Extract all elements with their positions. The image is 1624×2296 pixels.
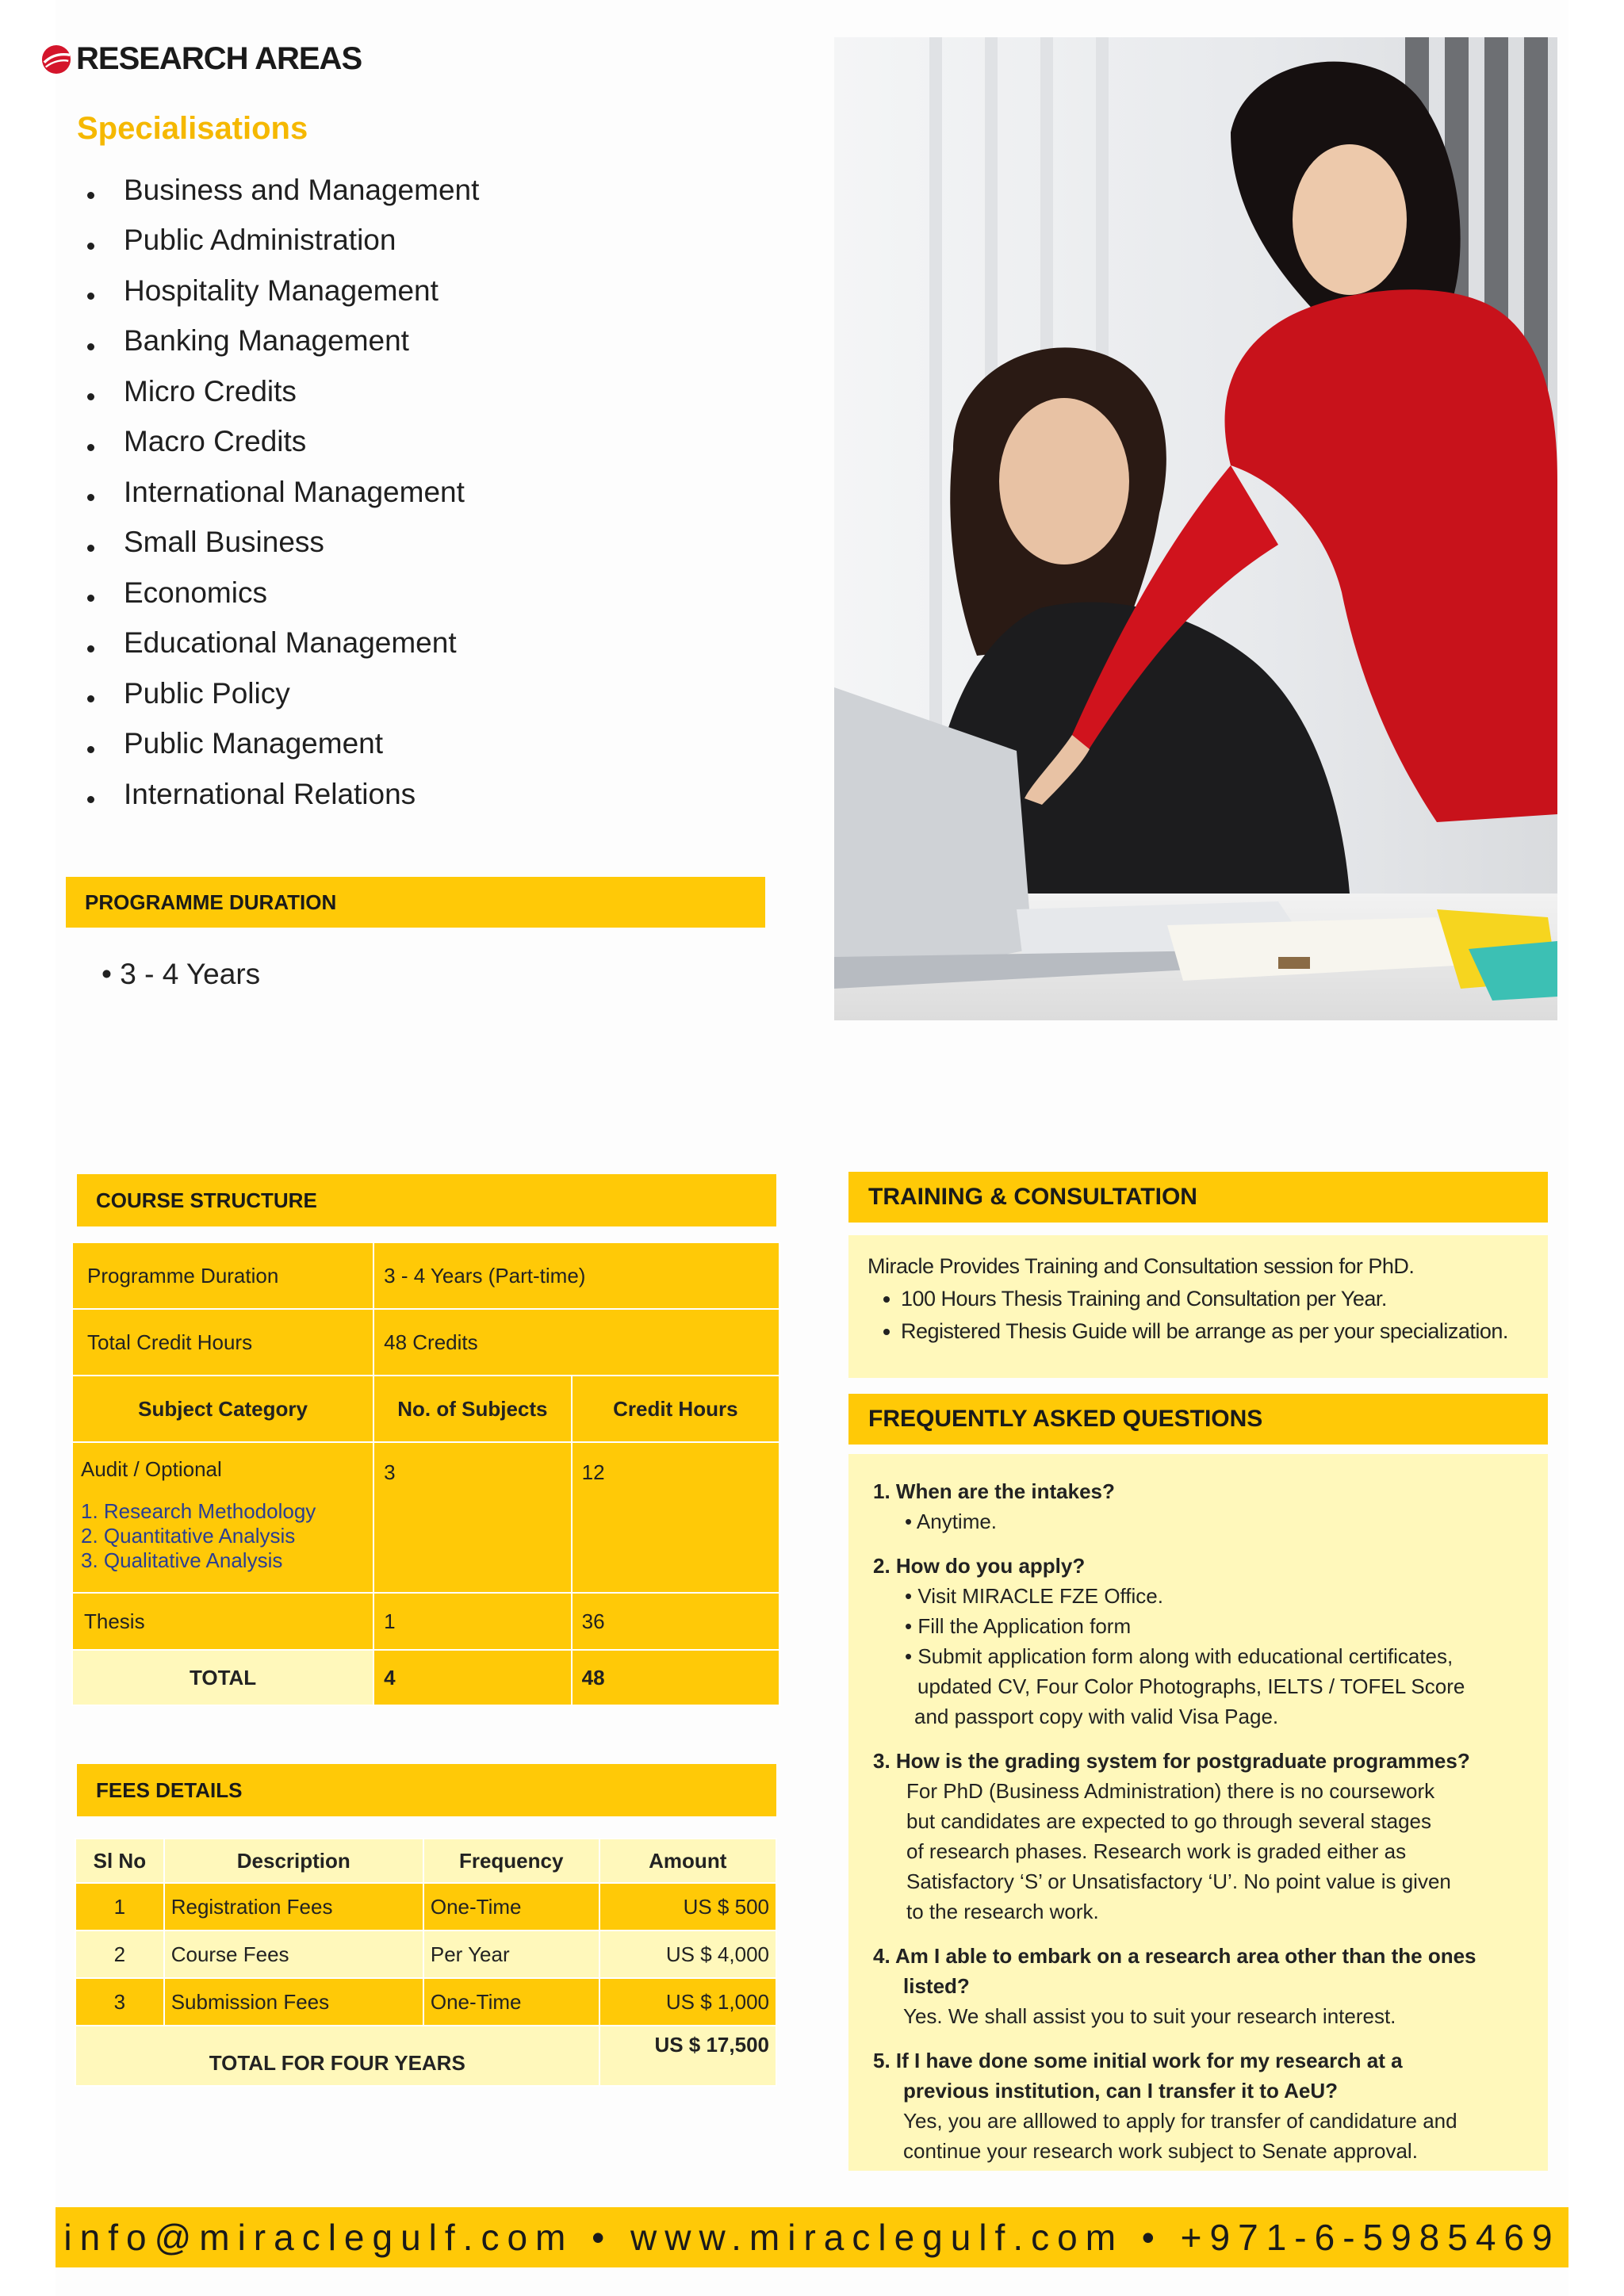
table-cell: 3 [75, 1978, 164, 2026]
faq-header: FREQUENTLY ASKED QUESTIONS [848, 1394, 1548, 1445]
list-item: Registered Thesis Guide will be arrange as per your specialization. [883, 1319, 1548, 1344]
faq-answer: • Anytime. [905, 1510, 998, 1533]
training-box [848, 1235, 1548, 1378]
list-item: 3. Qualitative Analysis [81, 1548, 283, 1572]
fees-table [75, 1838, 777, 2087]
table-cell: 48 [572, 1650, 779, 1705]
list-item: Hospitality Management [87, 266, 479, 316]
list-item: Business and Management [87, 165, 479, 216]
faq-answer: updated CV, Four Color Photographs, IELTS / TOFEL Score [917, 1674, 1465, 1698]
faq-answer: Satisfactory ‘S’ or Unsatisfactory ‘U’. No point value is given [906, 1869, 1451, 1893]
faq-question: 5. If I have done some initial work for my research at a [873, 2049, 1403, 2072]
table-total-row [75, 2026, 776, 2086]
table-cell: 36 [572, 1593, 779, 1650]
table-cell: TOTAL [72, 1650, 373, 1705]
table-cell: One-Time [423, 1883, 599, 1931]
table-cell: One-Time [423, 1978, 599, 2026]
table-cell: 1 [373, 1593, 572, 1650]
list-item: 1. Research Methodology [81, 1499, 316, 1523]
table-total-row [72, 1650, 779, 1705]
faq-item [873, 1551, 1524, 1732]
table-cell: Programme Duration [72, 1242, 373, 1309]
audit-subjects [81, 1499, 363, 1573]
fees-details-header: FEES DETAILS [77, 1764, 776, 1816]
column-header: Credit Hours [572, 1376, 779, 1442]
faq-question: listed? [903, 1974, 970, 1998]
table-cell: Registration Fees [164, 1883, 423, 1931]
table-row [72, 1442, 779, 1593]
table-cell: US $ 500 [599, 1883, 776, 1931]
audit-label: Audit / Optional [81, 1457, 222, 1481]
globe-logo-icon [41, 44, 71, 75]
column-header: Amount [599, 1839, 776, 1883]
faq-question: 3. How is the grading system for postgraduate programmes? [873, 1749, 1470, 1773]
table-cell: Thesis [72, 1593, 373, 1650]
faq-answer: • Submit application form along with educational certificates, [905, 1644, 1454, 1668]
list-item: International Relations [87, 769, 479, 820]
table-cell [72, 1442, 373, 1593]
column-header: No. of Subjects [373, 1376, 572, 1442]
list-item: Educational Management [87, 618, 479, 669]
table-header-row [72, 1376, 779, 1442]
table-cell: US $ 17,500 [599, 2026, 776, 2086]
list-item: Micro Credits [87, 366, 479, 417]
table-header-row [75, 1839, 776, 1883]
table-row [72, 1309, 779, 1376]
faq-box [848, 1454, 1548, 2171]
faq-answer: to the research work. [906, 1900, 1099, 1923]
faq-answer: and passport copy with valid Visa Page. [914, 1705, 1279, 1728]
table-cell: US $ 4,000 [599, 1931, 776, 1978]
faq-answer: Yes. We shall assist you to suit your research interest. [903, 2004, 1396, 2028]
table-cell: TOTAL FOR FOUR YEARS [75, 2026, 599, 2086]
table-cell: 3 - 4 Years (Part-time) [373, 1242, 779, 1309]
list-item: Economics [87, 568, 479, 618]
list-item: International Management [87, 467, 479, 518]
table-row [75, 1883, 776, 1931]
faq-question: previous institution, can I transfer it to AeU? [903, 2079, 1338, 2103]
faq-answer: • Visit MIRACLE FZE Office. [905, 1584, 1163, 1608]
header [41, 41, 362, 77]
table-cell: Submission Fees [164, 1978, 423, 2026]
list-item: 2. Quantitative Analysis [81, 1524, 296, 1548]
table-cell: 4 [373, 1650, 572, 1705]
faq-answer: continue your research work subject to Senate approval. [903, 2139, 1418, 2163]
list-item: Public Administration [87, 216, 479, 266]
table-row [75, 1978, 776, 2026]
faq-item [873, 1746, 1524, 1927]
training-intro: Miracle Provides Training and Consultation session for PhD. [868, 1254, 1415, 1278]
faq-answer: For PhD (Business Administration) there is no coursework [906, 1779, 1435, 1803]
specialisations-title: Specialisations [77, 111, 308, 146]
course-structure-table [71, 1242, 780, 1706]
list-item: Small Business [87, 518, 479, 568]
faq-answer: Yes, you are alllowed to apply for transfer of candidature and [903, 2109, 1457, 2133]
table-cell: 2 [75, 1931, 164, 1978]
faq-answer: but candidates are expected to go through several stages [906, 1809, 1431, 1833]
course-structure-header: COURSE STRUCTURE [77, 1174, 776, 1226]
list-item: 100 Hours Thesis Training and Consultation per Year. [883, 1287, 1548, 1311]
page-title: RESEARCH AREAS [76, 41, 362, 76]
faq-answer: of research phases. Research work is graded either as [906, 1839, 1407, 1863]
faq-item [873, 2045, 1524, 2166]
list-item: Public Management [87, 719, 479, 770]
faq-question: 4. Am I able to embark on a research area other than the ones [873, 1944, 1477, 1968]
faq-item [873, 1476, 1524, 1536]
hero-photo [834, 37, 1557, 1020]
training-header: TRAINING & CONSULTATION [848, 1172, 1548, 1223]
table-cell: 12 [572, 1442, 779, 1593]
table-row [72, 1593, 779, 1650]
office-photo-illustration [834, 37, 1557, 1020]
list-item: Macro Credits [87, 417, 479, 468]
column-header: Description [164, 1839, 423, 1883]
faq-question: 1. When are the intakes? [873, 1479, 1115, 1503]
programme-duration-header: PROGRAMME DURATION [66, 877, 765, 928]
table-cell: 1 [75, 1883, 164, 1931]
table-cell: Total Credit Hours [72, 1309, 373, 1376]
table-cell: US $ 1,000 [599, 1978, 776, 2026]
list-item: Banking Management [87, 316, 479, 367]
faq-question: 2. How do you apply? [873, 1554, 1086, 1578]
column-header: Subject Category [72, 1376, 373, 1442]
table-cell: 48 Credits [373, 1309, 779, 1376]
footer-contact-bar: info@miraclegulf.com • www.miraclegulf.com • +971-6-5985469 [56, 2207, 1568, 2267]
table-row [72, 1242, 779, 1309]
faq-item [873, 1941, 1524, 2031]
training-list [868, 1287, 1548, 1344]
table-row [75, 1931, 776, 1978]
column-header: Sl No [75, 1839, 164, 1883]
faq-answer: • Fill the Application form [905, 1614, 1132, 1638]
programme-duration-value: • 3 - 4 Years [102, 958, 261, 990]
list-item: Public Policy [87, 668, 479, 719]
table-cell: Per Year [423, 1931, 599, 1978]
column-header: Frequency [423, 1839, 599, 1883]
table-cell: 3 [373, 1442, 572, 1593]
specialisations-list [87, 165, 479, 820]
table-cell: Course Fees [164, 1931, 423, 1978]
